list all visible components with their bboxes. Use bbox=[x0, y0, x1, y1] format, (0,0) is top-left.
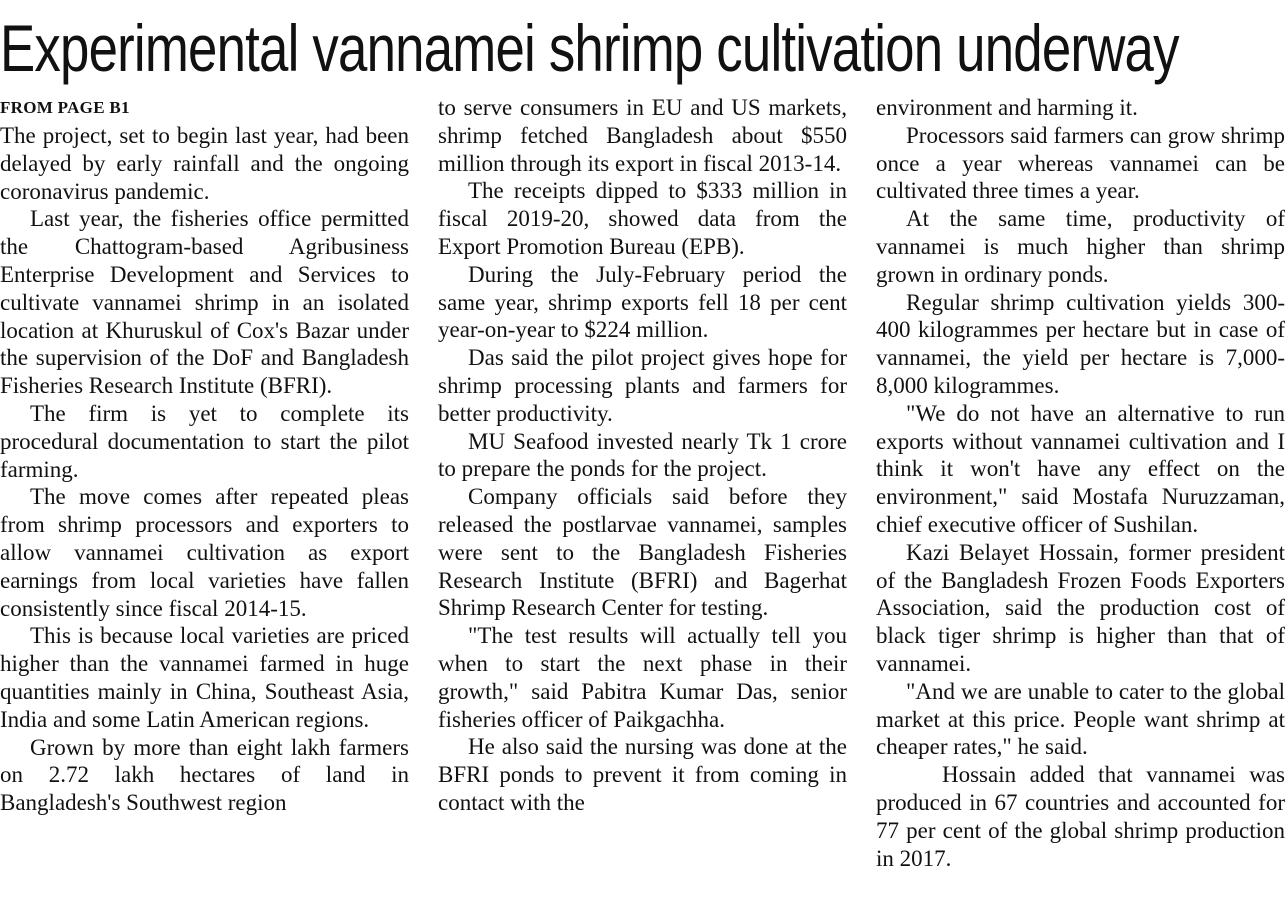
continuation-kicker: FROM PAGE B1 bbox=[0, 98, 130, 117]
paragraph: "We do not have an alternative to run exports without vannamei cultivation and I think it won't have any effect on the environment," said Mostafa Nuruzzaman, chief executive officer of Sushilan. bbox=[876, 400, 1285, 537]
paragraph: Hossain added that vannamei was produced in 67 countries and accounted for 77 per cent of the global shrimp production in 2017. bbox=[876, 762, 1285, 871]
paragraph: Company officials said before they released the postlarvae vannamei, samples were sent to the Bangladesh Fisheries Research Institute (BFRI) and Bagerhat Shrimp Research Center for testing. bbox=[438, 484, 847, 621]
article-column-2 bbox=[438, 94, 847, 817]
paragraph: to serve consumers in EU and US markets, shrimp fetched Bangladesh about $550 million through its export in fiscal 2013-14. bbox=[438, 95, 847, 176]
paragraph: Kazi Belayet Hossain, former president of the Bangladesh Frozen Foods Exporters Association, said the production cost of black tiger shrimp is higher than that of vannamei. bbox=[876, 539, 1285, 676]
paragraph: environment and harming it. bbox=[876, 95, 1138, 120]
paragraph: Last year, the fisheries office permitted the Chattogram-based Agribusiness Enterprise Development and Services to cultivate vannamei shrimp in an isolated location at Khuruskul of Cox's Bazar under the supervision of the DoF and Bangladesh Fisheries Research Institute (BFRI). bbox=[0, 206, 409, 399]
paragraph: "And we are unable to cater to the global market at this price. People want shrimp at cheaper rates," he said. bbox=[876, 678, 1285, 760]
paragraph: Regular shrimp cultivation yields 300-400 kilogrammes per hectare but in case of vannamei, the yield per hectare is 7,000-8,000 kilogrammes. bbox=[876, 289, 1285, 398]
paragraph: During the July-February period the same year, shrimp exports fell 18 per cent year-on-year to $224 million. bbox=[438, 261, 847, 343]
paragraph: At the same time, productivity of vannamei is much higher than shrimp grown in ordinary ponds. bbox=[876, 206, 1285, 287]
article-headline: Experimental vannamei shrimp cultivation underway bbox=[0, 11, 1179, 85]
paragraph: The receipts dipped to $333 million in fiscal 2019-20, showed data from the Export Promotion Bureau (EPB). bbox=[438, 178, 847, 259]
article-column-1 bbox=[0, 94, 409, 817]
paragraph: MU Seafood invested nearly Tk 1 crore to prepare the ponds for the project. bbox=[438, 428, 847, 482]
paragraph: This is because local varieties are priced higher than the vannamei farmed in huge quantities mainly in China, Southeast Asia, India and some Latin American regions. bbox=[0, 623, 409, 732]
paragraph: Das said the pilot project gives hope for shrimp processing plants and farmers for better productivity. bbox=[438, 345, 847, 426]
paragraph: The project, set to begin last year, had been delayed by early rainfall and the ongoing coronavirus pandemic. bbox=[0, 123, 409, 204]
paragraph: "The test results will actually tell you when to start the next phase in their growth," said Pabitra Kumar Das, senior fisheries officer of Paikgachha. bbox=[438, 623, 847, 732]
paragraph: He also said the nursing was done at the BFRI ponds to prevent it from coming in contact with the bbox=[438, 734, 847, 815]
paragraph: The move comes after repeated pleas from shrimp processors and exporters to allow vannamei cultivation as export earnings from local varieties have fallen consistently since fiscal 2014-15. bbox=[0, 484, 409, 621]
paragraph: Processors said farmers can grow shrimp once a year whereas vannamei can be cultivated three times a year. bbox=[876, 122, 1285, 204]
paragraph: The firm is yet to complete its procedural documentation to start the pilot farming. bbox=[0, 400, 409, 482]
article-column-3 bbox=[876, 94, 1285, 872]
paragraph: Grown by more than eight lakh farmers on 2.72 lakh hectares of land in Bangladesh's Southwest region bbox=[0, 734, 409, 816]
